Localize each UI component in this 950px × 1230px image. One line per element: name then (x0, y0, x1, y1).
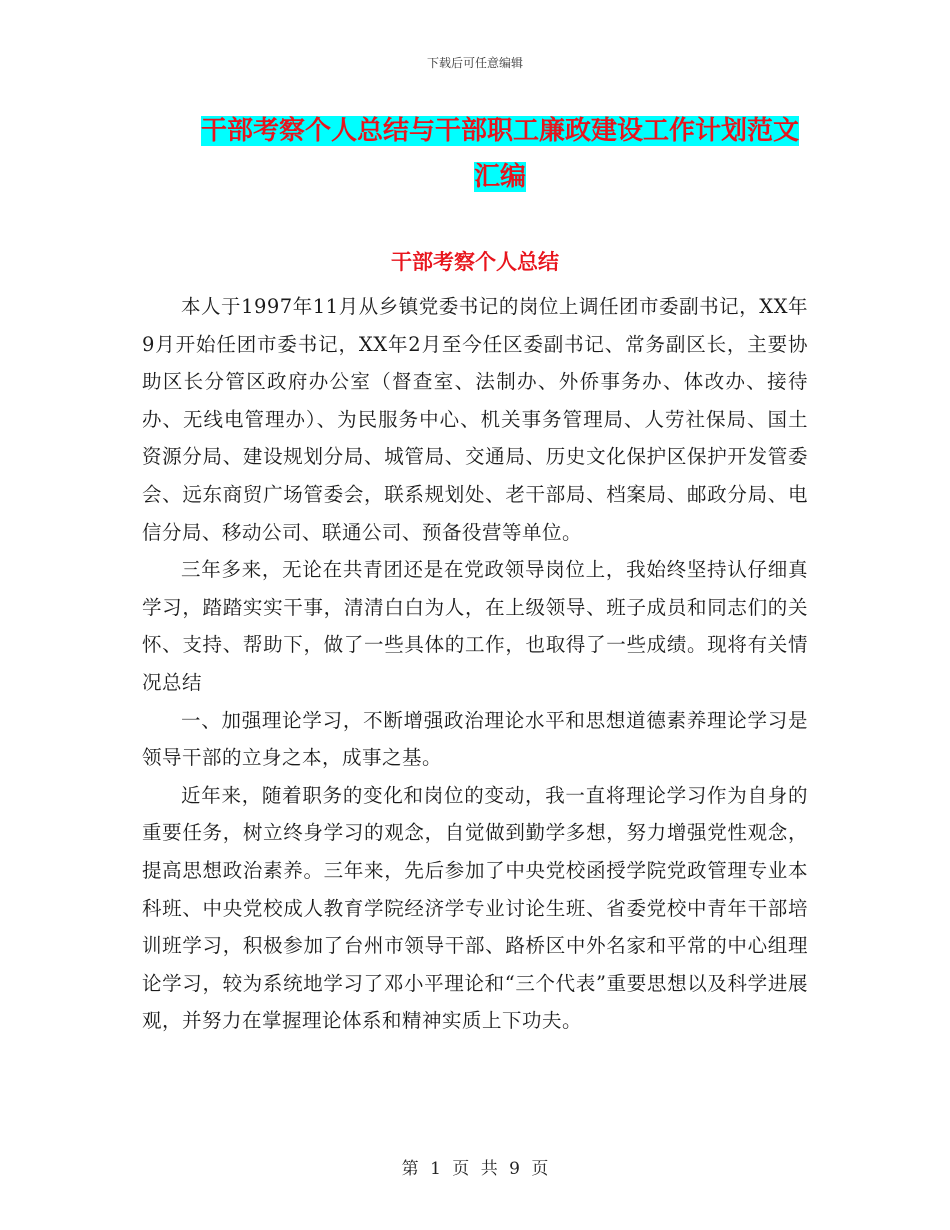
page-number: 第 1 页 共 9 页 (401, 1159, 549, 1179)
document-title-line-1: 干部考察个人总结与干部职工廉政建设工作计划范文 (200, 116, 799, 146)
header-note: 下载后可任意编辑 (426, 56, 523, 70)
section-title: 干部考察个人总结 (391, 250, 559, 274)
paragraph-1: 本人于1997年11月从乡镇党委书记的岗位上调任团市委副书记，XX年9月开始任团市委书记，XX年2月至今任区委副书记、常务副区长，主要协助区长分管区政府办公室（督查室、法制办、外侨事务办、体改办、接待办、无线电管理办）、为民服务中心、机关事务管理局、人劳社保局、国土资源分局、建设规划分局、城管局、交通局、历史文化保护区保护开发管委会、远东商贸广场管委会，联系规划处、老干部局、档案局、邮政分局、电信分局、移动公司、联通公司、预备役营等单位。 (142, 295, 808, 544)
document-body (142, 288, 808, 1040)
paragraph-4: 近年来，随着职务的变化和岗位的变动，我一直将理论学习作为自身的重要任务，树立终身学习的观念，自觉做到勤学多想，努力增强党性观念，提高思想政治素养。三年来，先后参加了中央党校函授学院党政管理专业本科班、中央党校成人教育学院经济学专业讨论生班、省委党校中青年干部培训班学习，积极参加了台州市领导干部、路桥区中外名家和平常的中心组理论学习，较为系统地学习了邓小平理论和“三个代表”重要思想以及科学进展观，并努力在掌握理论体系和精神实质上下功夫。 (142, 783, 808, 1033)
document-title (190, 108, 810, 200)
document-title-line-2: 汇编 (473, 162, 526, 192)
paragraph-2: 三年多来，无论在共青团还是在党政领导岗位上，我始终坚持认仔细真学习，踏踏实实干事，清清白白为人，在上级领导、班子成员和同志们的关怀、支持、帮助下，做了一些具体的工作，也取得了一些成绩。现将有关情况总结 (142, 558, 808, 694)
paragraph-3: 一、加强理论学习，不断增强政治理论水平和思想道德素养理论学习是领导干部的立身之本，成事之基。 (142, 708, 808, 770)
